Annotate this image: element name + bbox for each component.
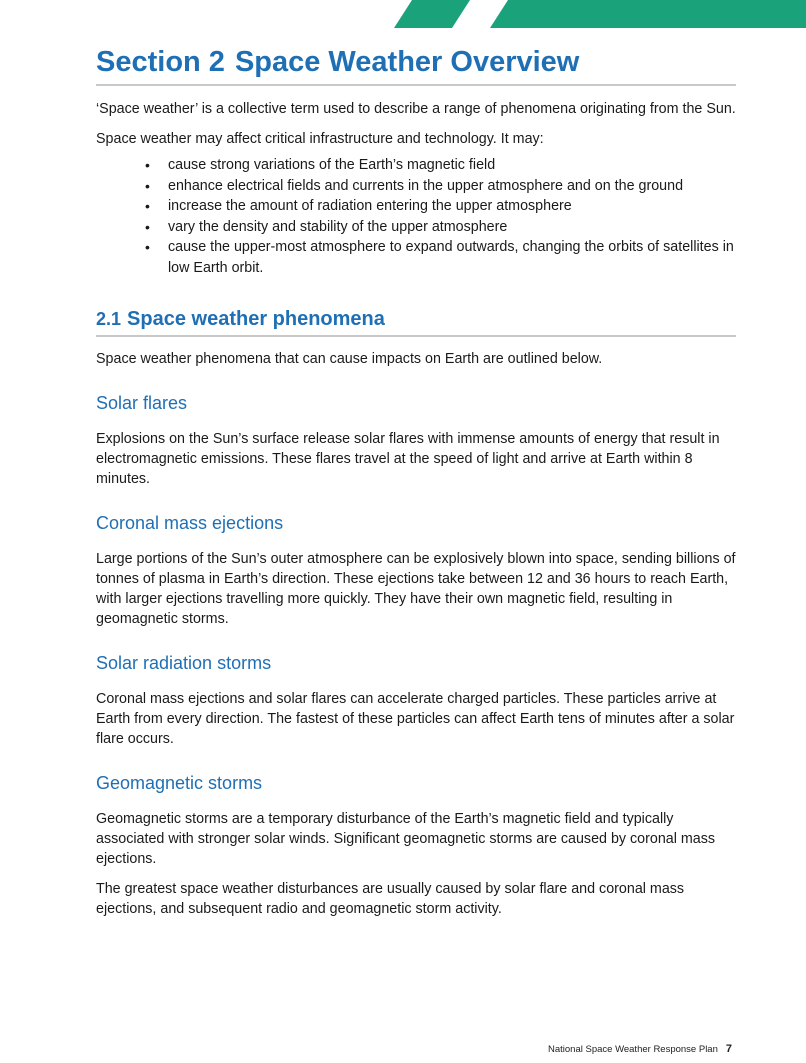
impact-list [96, 155, 736, 278]
phenomenon-text-coronal-mass-ejections: Large portions of the Sun’s outer atmosphere can be explosively blown into space, sending billions of tonnes of plasma in Earth’s direction. These ejections take between 12 and 36 hours to reach Earth, with larger ejections travelling more quickly. They have their own magnetic field, resulting in geomagnetic storms. [96, 551, 736, 627]
section-lead: Space weather may affect critical infrastructure and technology. It may: [96, 131, 544, 147]
header-stripe-right [490, 0, 806, 28]
list-item: • vary the density and stability of the upper atmosphere [168, 217, 736, 238]
list-item: • increase the amount of radiation entering the upper atmosphere [168, 196, 736, 217]
list-item: • enhance electrical fields and currents in the upper atmosphere and on the ground [168, 176, 736, 197]
phenomenon-heading-geomagnetic-storms: Geomagnetic storms [96, 773, 263, 793]
page-footer [548, 1043, 732, 1055]
subsection-intro: Space weather phenomena that can cause impacts on Earth are outlined below. [96, 351, 603, 367]
closing-paragraph: The greatest space weather disturbances are usually caused by solar flare and coronal mass ejections, and subsequent radio and geomagnetic storm activity. [96, 881, 685, 917]
subsection-title: Space weather phenomena [127, 308, 385, 330]
page-number: 7 [725, 1043, 732, 1055]
phenomenon-heading-solar-radiation-storms: Solar radiation storms [96, 653, 272, 673]
list-item: • cause the upper-most atmosphere to expand outwards, changing the orbits of satellites in low Earth orbit. [168, 237, 736, 278]
phenomenon-heading-coronal-mass-ejections: Coronal mass ejections [96, 513, 284, 533]
subsection-number: 2.1 [96, 309, 122, 329]
phenomenon-heading-solar-flares: Solar flares [96, 393, 188, 413]
list-item: • cause strong variations of the Earth’s magnetic field [168, 155, 736, 176]
page-content [96, 44, 736, 919]
header-stripe-left [394, 0, 470, 28]
phenomenon-text-solar-flares: Explosions on the Sun’s surface release solar flares with immense amounts of energy that result in electromagnetic emissions. These flares travel at the speed of light and arrive at Earth within 8 minutes. [96, 431, 720, 487]
phenomenon-text-geomagnetic-storms: Geomagnetic storms are a temporary disturbance of the Earth’s magnetic field and typically associated with stronger solar winds. Significant geomagnetic storms are caused by coronal mass ejections. [96, 811, 716, 867]
section-intro: ‘Space weather’ is a collective term used to describe a range of phenomena originating from the Sun. [96, 101, 736, 117]
section-title: Space Weather Overview [234, 46, 580, 78]
section-number: Section 2 [96, 46, 225, 78]
section-heading [96, 44, 736, 86]
subsection-heading [96, 306, 736, 337]
phenomenon-text-solar-radiation-storms: Coronal mass ejections and solar flares can accelerate charged particles. These particles arrive at Earth from every direction. The fastest of these particles can affect Earth tens of minutes after a solar flare occurs. [96, 691, 735, 747]
footer-doc-title: National Space Weather Response Plan [548, 1044, 718, 1055]
header-decoration [0, 0, 806, 28]
